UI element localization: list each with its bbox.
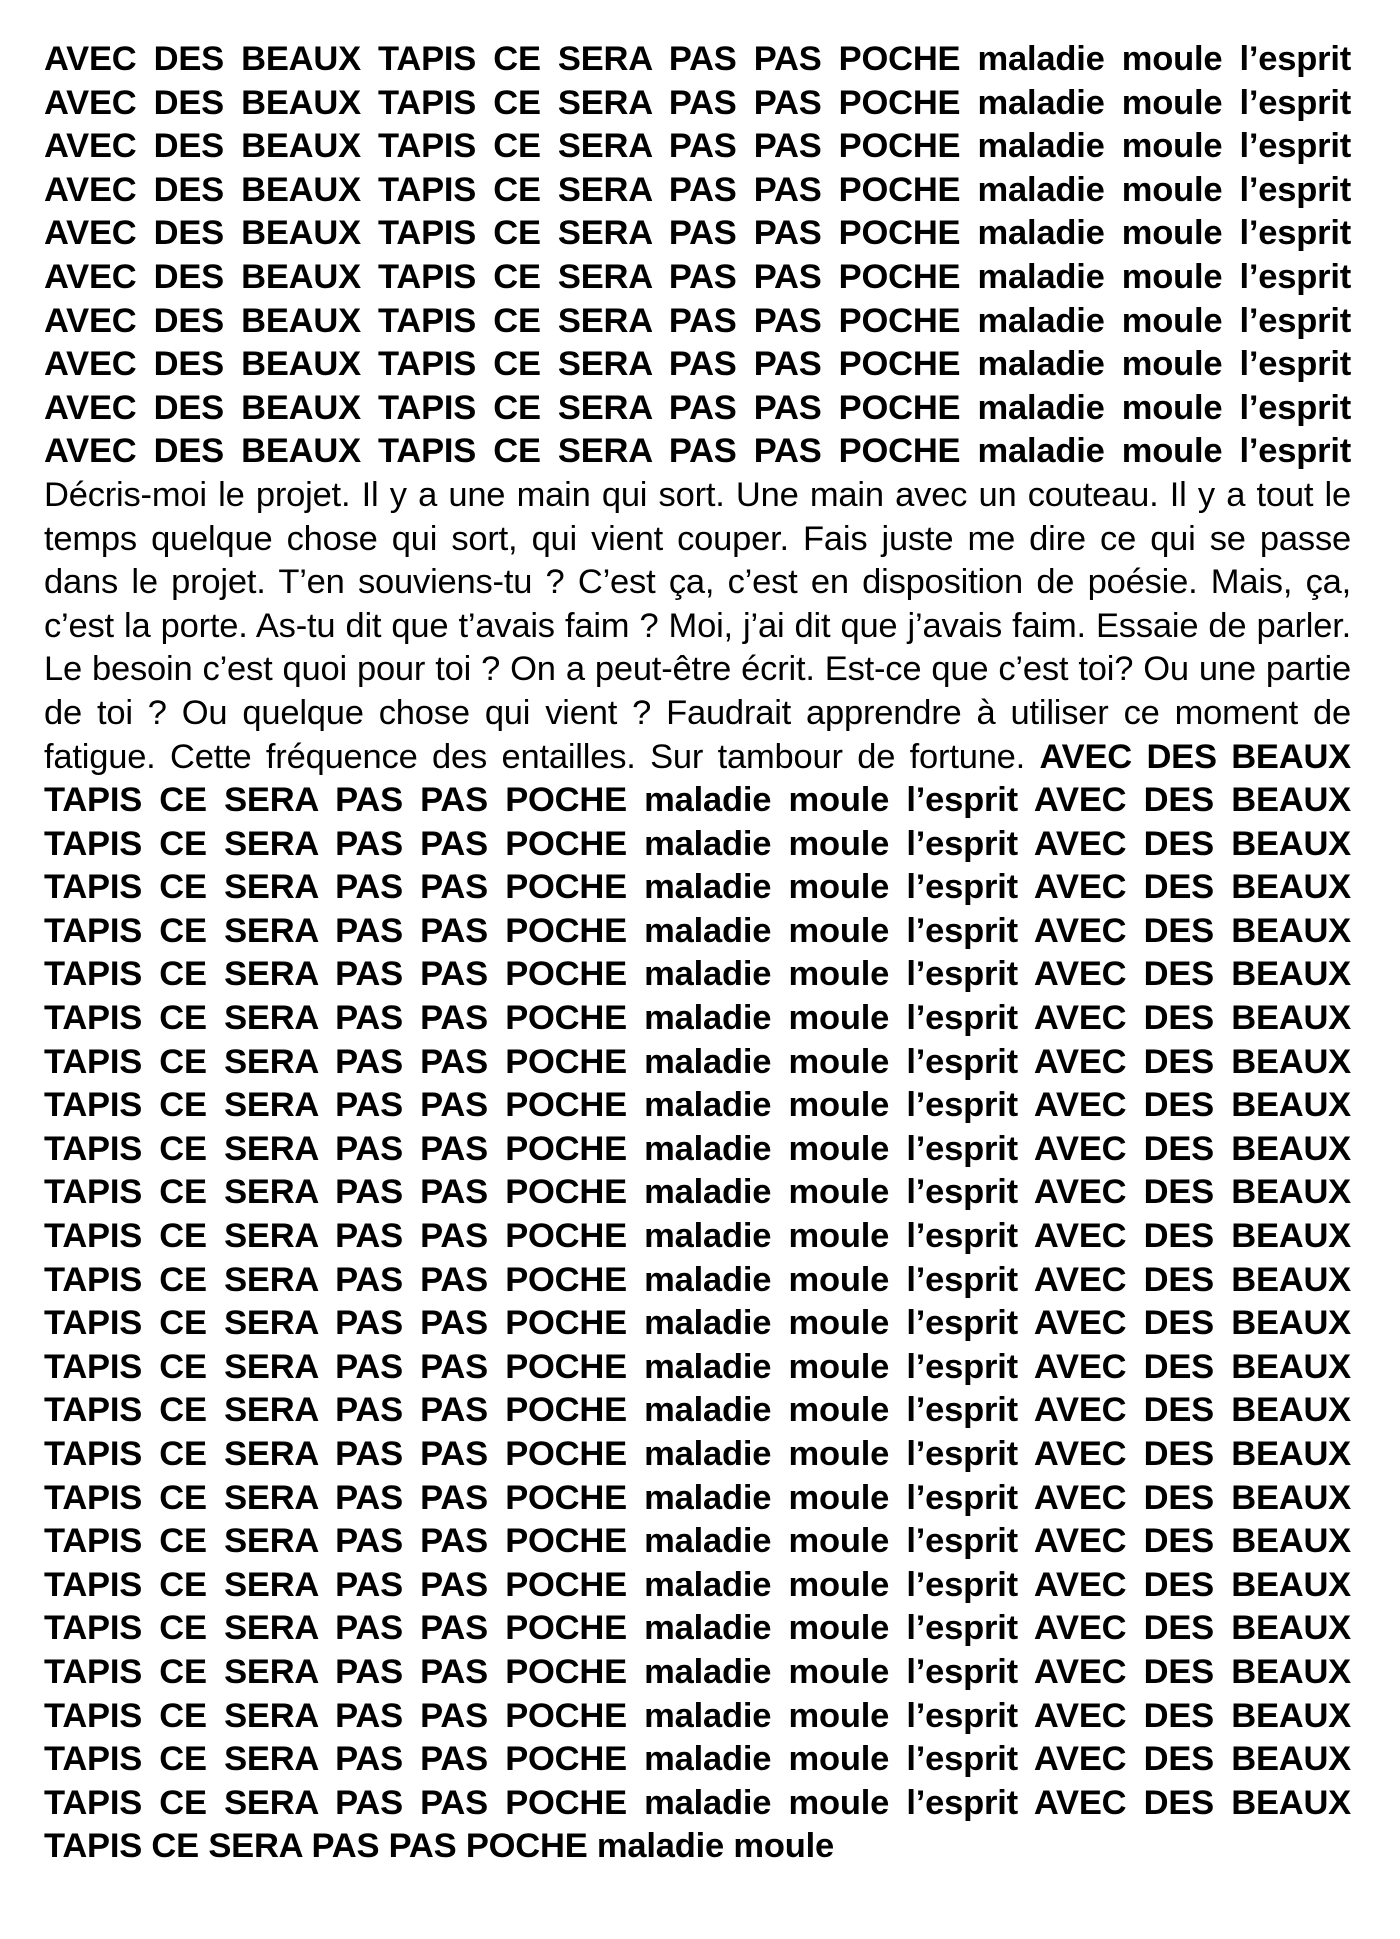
refrain-block-bottom: AVEC DES BEAUX TAPIS CE SERA PAS PAS POCHE maladie moule l’esprit AVEC DES BEAUX TAPIS CE SERA PAS PAS POCHE maladie moule l’esprit AVEC DES BEAUX TAPIS CE SERA PAS PAS POCHE maladie moule l’esprit AVEC DES BEAUX TAPIS CE SERA PAS PAS POCHE maladie moule l’esprit AVEC DES BEAUX TAPIS CE SERA PAS PAS POCHE maladie moule l’esprit AVEC DES BEAUX TAPIS CE SERA PAS PAS POCHE maladie moule l’esprit AVEC DES BEAUX TAPIS CE SERA PAS PAS POCHE maladie moule l’esprit AVEC DES BEAUX TAPIS CE SERA PAS PAS POCHE maladie moule l’esprit AVEC DES BEAUX TAPIS CE SERA PAS PAS POCHE maladie moule l’esprit AVEC DES BEAUX TAPIS CE SERA PAS PAS POCHE maladie moule l’esprit AVEC DES BEAUX TAPIS CE SERA PAS PAS POCHE maladie moule l’esprit AVEC DES BEAUX TAPIS CE SERA PAS PAS POCHE maladie moule l’esprit AVEC DES BEAUX TAPIS CE SERA PAS PAS POCHE maladie moule l’esprit AVEC DES BEAUX TAPIS CE SERA PAS PAS POCHE maladie moule l’esprit AVEC DES BEAUX TAPIS CE SERA PAS PAS POCHE maladie moule l’esprit AVEC DES BEAUX TAPIS CE SERA PAS PAS POCHE maladie moule l’esprit AVEC DES BEAUX TAPIS CE SERA PAS PAS POCHE maladie moule l’esprit AVEC DES BEAUX TAPIS CE SERA PAS PAS POCHE maladie moule l’esprit AVEC DES BEAUX TAPIS CE SERA PAS PAS POCHE maladie moule l’esprit AVEC DES BEAUX TAPIS CE SERA PAS PAS POCHE maladie moule l’esprit AVEC DES BEAUX TAPIS CE SERA PAS PAS POCHE maladie moule l’esprit AVEC DES BEAUX TAPIS CE SERA PAS PAS POCHE maladie moule l’esprit AVEC DES BEAUX TAPIS CE SERA PAS PAS POCHE maladie moule l’esprit AVEC DES BEAUX TAPIS CE SERA PAS PAS POCHE maladie moule l’esprit AVEC DES BEAUX TAPIS CE SERA PAS PAS POCHE maladie moule <box>44 737 1351 1866</box>
poem-paragraph <box>44 38 1351 1869</box>
prose-dialogue: Décris-moi le projet. Il y a une main qui sort. Une main avec un couteau. Il y a tout le temps quelque chose qui sort, qui vient couper. Fais juste me dire ce qui se passe dans le projet. T’en souviens-tu ? C’est ça, c’est en disposition de poésie. Mais, ça, c’est la porte. As-tu dit que t’avais faim ? Moi, j’ai dit que j’avais faim. Essaie de parler. Le besoin c’est quoi pour toi ? On a peut-être écrit. Est-ce que c’est toi? Ou une partie de toi ? Ou quelque chose qui vient ? Faudrait apprendre à utiliser ce moment de fatigue. Cette fréquence des entailles. Sur tambour de fortune. <box>44 475 1351 776</box>
document-page <box>44 38 1351 1869</box>
refrain-block-top: AVEC DES BEAUX TAPIS CE SERA PAS PAS POCHE maladie moule l’esprit AVEC DES BEAUX TAPIS CE SERA PAS PAS POCHE maladie moule l’esprit AVEC DES BEAUX TAPIS CE SERA PAS PAS POCHE maladie moule l’esprit AVEC DES BEAUX TAPIS CE SERA PAS PAS POCHE maladie moule l’esprit AVEC DES BEAUX TAPIS CE SERA PAS PAS POCHE maladie moule l’esprit AVEC DES BEAUX TAPIS CE SERA PAS PAS POCHE maladie moule l’esprit AVEC DES BEAUX TAPIS CE SERA PAS PAS POCHE maladie moule l’esprit AVEC DES BEAUX TAPIS CE SERA PAS PAS POCHE maladie moule l’esprit AVEC DES BEAUX TAPIS CE SERA PAS PAS POCHE maladie moule l’esprit AVEC DES BEAUX TAPIS CE SERA PAS PAS POCHE maladie moule l’esprit <box>44 40 1351 471</box>
